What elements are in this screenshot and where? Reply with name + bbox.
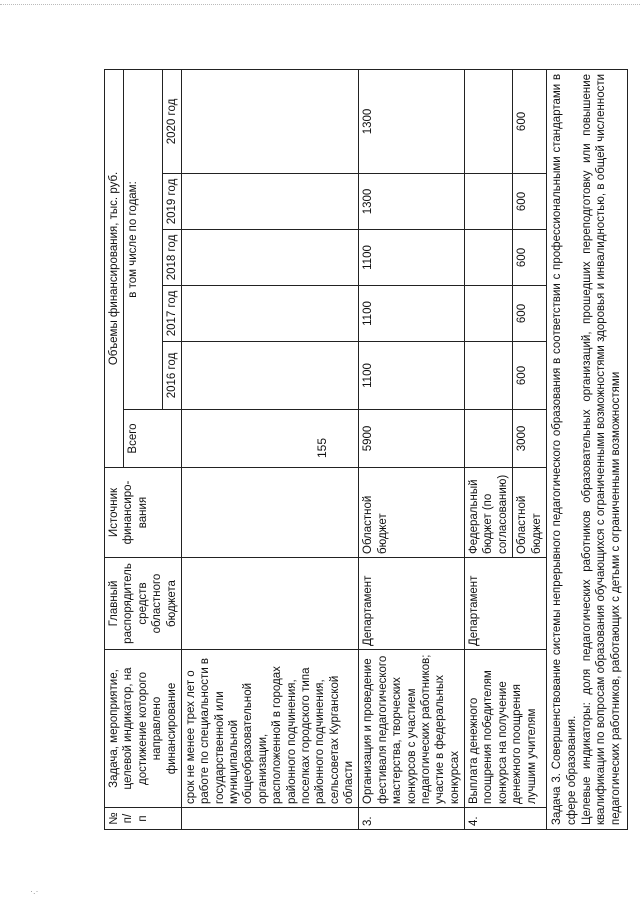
- cell-2017: 600: [513, 286, 547, 342]
- header-2019: 2019 год: [162, 174, 181, 230]
- header-by-years: в том числе по годам:: [124, 69, 162, 409]
- financing-table: [104, 69, 628, 830]
- cell-2017-federal: [465, 286, 513, 342]
- cell-2019: 1300: [359, 174, 465, 230]
- cell-2020-federal: [465, 69, 513, 173]
- task3-cell: [547, 69, 628, 829]
- cell-task: срок не менее трех лет о работе по специальности в государственной или муниципальной общеобразовательной организации, расположенной в городах районного подчинения, поселках городского типа районного подчинения, сельсоветах Курганской области: [181, 650, 359, 808]
- cell-2019: [181, 174, 359, 230]
- cell-source: Областной бюджет: [359, 468, 465, 558]
- cell-2020: 1300: [359, 69, 465, 173]
- cell-total: 5900: [359, 410, 465, 468]
- cell-source-federal: Федеральный бюджет (по согласованию): [465, 468, 513, 558]
- cell-2016: 600: [513, 342, 547, 410]
- header-num: № п/п: [105, 808, 182, 830]
- cell-2018-federal: [465, 230, 513, 286]
- cell-distributor: Департамент: [359, 558, 465, 650]
- cell-2017: 1100: [359, 286, 465, 342]
- cell-total: [181, 410, 359, 468]
- header-task: Задача, мероприятие, целевой индикатор, на достижение которого направлено финансирование: [105, 650, 182, 808]
- cell-2016: [181, 342, 359, 410]
- header-source: Источник финансиро-вания: [105, 468, 182, 558]
- cell-2020: [181, 69, 359, 173]
- header-2016: 2016 год: [162, 342, 181, 410]
- cell-num: [181, 808, 359, 830]
- header-2018: 2018 год: [162, 230, 181, 286]
- cell-distributor: Департамент: [465, 558, 547, 650]
- task3-indicators: Целевые индикаторы: доля педагогических работников образовательных организаций, прошедших переподготовку или повышение квалификации по вопросам образования обучающихся с ограниченными возможностями здоровья и инвалидностью, в общей численности педагогических работников, работающих с детьми с ограниченными возможностями: [580, 73, 622, 825]
- task3-row: [547, 69, 628, 829]
- cell-2016: 1100: [359, 342, 465, 410]
- header-volumes: Объемы финансирования, тыс. руб.: [105, 69, 124, 467]
- cell-source-regional: Областной бюджет: [513, 468, 547, 558]
- table-row: [181, 69, 359, 829]
- cell-2017: [181, 286, 359, 342]
- cell-2018: 1100: [359, 230, 465, 286]
- cell-task: Выплата денежного поощрения победителям конкурса на получение денежного поощрения лучшим учителям: [465, 650, 547, 808]
- cell-2020: 600: [513, 69, 547, 173]
- cell-2018: 600: [513, 230, 547, 286]
- cell-total-federal: [465, 410, 513, 468]
- header-2017: 2017 год: [162, 286, 181, 342]
- cell-num: 4.: [465, 808, 547, 830]
- cell-2016-federal: [465, 342, 513, 410]
- cell-2018: [181, 230, 359, 286]
- table-row: [359, 69, 465, 829]
- cell-source: [181, 468, 359, 558]
- header-total: Всего: [124, 410, 182, 468]
- cell-2019-federal: [465, 174, 513, 230]
- cell-distributor: [181, 558, 359, 650]
- cell-num: 3.: [359, 808, 465, 830]
- cell-task: Организация и проведение фестиваля педагогического мастерства, творческих конкурсов с участием педагогических работников; участие в федеральных конкурсах: [359, 650, 465, 808]
- rotated-table-container: [104, 70, 622, 830]
- page-number: 155: [315, 437, 329, 459]
- task3-title: Задача 3. Совершенствование системы непрерывного педагогического образования в соответствии с профессиональными стандартами в сфере образования.: [551, 73, 578, 825]
- header-2020: 2020 год: [162, 69, 181, 173]
- cell-2019: 600: [513, 174, 547, 230]
- table-row: [465, 69, 513, 829]
- header-distributor: Главный распорядитель средств областного бюджета: [105, 558, 182, 650]
- scan-artifact: ·.·: [30, 886, 39, 896]
- cell-total: 3000: [513, 410, 547, 468]
